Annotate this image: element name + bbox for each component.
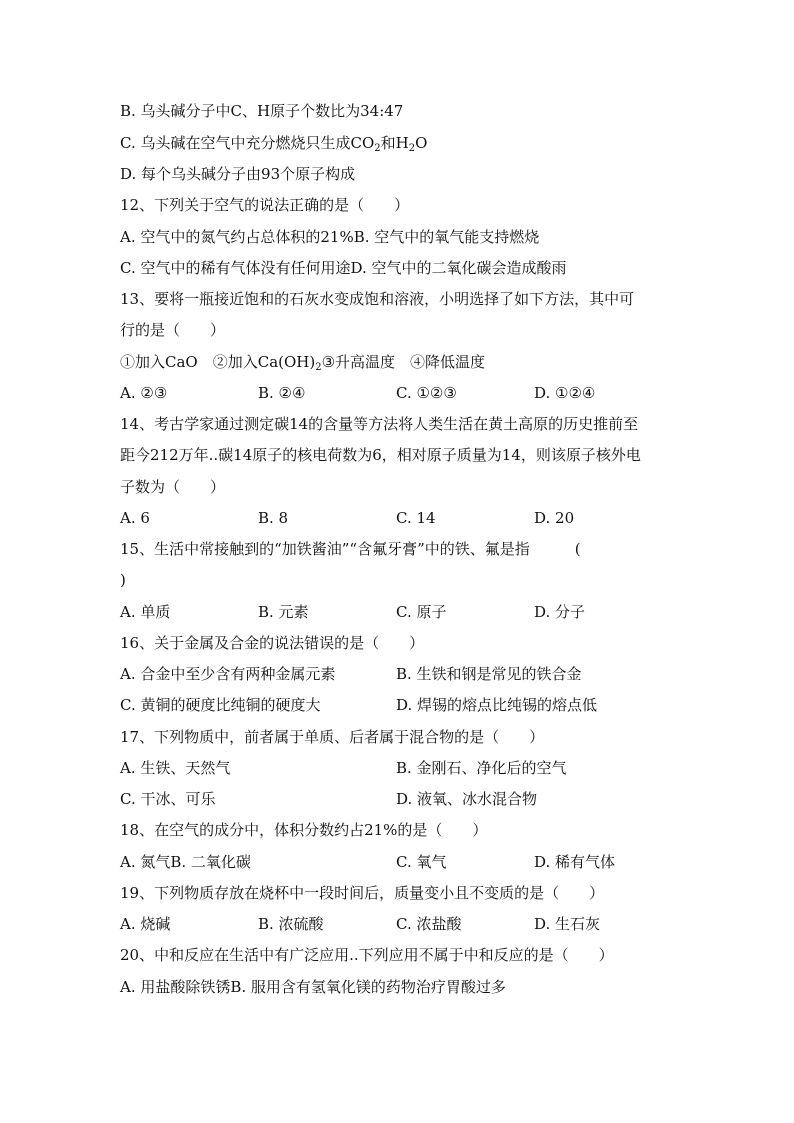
q12-options-line-2: C. 空气中的稀有气体没有任何用途D. 空气中的二氧化碳会造成酸雨	[120, 259, 567, 277]
q17-option-c: C. 干冰、可乐	[120, 790, 216, 808]
q20-options-line-1: A. 用盐酸除铁锈B. 服用含有氢氧化镁的药物治疗胃酸过多	[120, 978, 506, 996]
q12-stem: 12、下列关于空气的说法正确的是（ ）	[120, 196, 410, 214]
q17-stem: 17、下列物质中，前者属于单质、后者属于混合物的是（ ）	[120, 728, 545, 746]
q15-stem-line-2: )	[120, 571, 126, 589]
q11-option-c-text: C. 乌头碱在空气中充分燃烧只生成CO	[120, 134, 375, 152]
q13-methods	[120, 352, 485, 372]
q14-stem-line-2: 距今212万年..碳14原子的核电荷数为6，相对原子质量为14，则该原子核外电	[120, 446, 641, 464]
q13-methods-text-2: ③升高温度 ④降低温度	[321, 353, 486, 371]
q13-stem-line-1: 13、要将一瓶接近饱和的石灰水变成饱和溶液，小明选择了如下方法，其中可	[120, 290, 635, 308]
q19-stem: 19、下列物质存放在烧杯中一段时间后，质量变小且不变质的是（ ）	[120, 884, 605, 902]
q18-option-c: C. 氧气	[396, 853, 447, 871]
q16-option-d: D. 焊锡的熔点比纯锡的熔点低	[396, 696, 598, 714]
q17-option-d: D. 液氧、冰水混合物	[396, 790, 538, 808]
q12-options-line-1: A. 空气中的氮气约占总体积的21%B. 空气中的氧气能支持燃烧	[120, 228, 540, 246]
q14-option-b: B. 8	[258, 509, 289, 527]
q13-option-a: A. ②③	[120, 384, 168, 402]
q17-option-b: B. 金刚石、净化后的空气	[396, 759, 567, 777]
q14-option-d: D. 20	[534, 509, 575, 527]
q15-stem-line-1: 15、生活中常接触到的“加铁酱油”“含氟牙膏”中的铁、氟是指 (	[120, 540, 581, 558]
q16-option-b: B. 生铁和钢是常见的铁合金	[396, 665, 582, 683]
q18-stem: 18、在空气的成分中，体积分数约占21%的是（ ）	[120, 821, 488, 839]
subscript: 2	[315, 362, 322, 373]
q11-option-b: B. 乌头碱分子中C、H原子个数比为34:47	[120, 102, 404, 120]
q16-stem: 16、关于金属及合金的说法错误的是（ ）	[120, 634, 425, 652]
q11-option-c-text-2: 和H	[380, 134, 409, 152]
subscript: 2	[408, 143, 416, 154]
q18-option-d: D. 稀有气体	[534, 853, 616, 871]
q14-stem-line-1: 14、考古学家通过测定碳14的含量等方法将人类生活在黄土高原的历史推前至	[120, 415, 639, 433]
q15-option-b: B. 元素	[258, 603, 309, 621]
q19-option-a: A. 烧碱	[120, 915, 171, 933]
q13-option-c: C. ①②③	[396, 384, 457, 402]
q13-stem-line-2: 行的是（ ）	[120, 321, 226, 339]
q14-stem-line-3: 子数为（ ）	[120, 478, 226, 496]
q11-option-c-text-3: O	[415, 134, 428, 152]
q11-option-d: D. 每个乌头碱分子由93个原子构成	[120, 165, 356, 183]
q15-option-c: C. 原子	[396, 603, 447, 621]
subscript: 2	[374, 143, 381, 154]
q19-option-b: B. 浓硫酸	[258, 915, 324, 933]
q19-option-c: C. 浓盐酸	[396, 915, 462, 933]
q16-option-a: A. 合金中至少含有两种金属元素	[120, 665, 336, 683]
q20-stem: 20、中和反应在生活中有广泛应用..下列应用不属于中和反应的是（ ）	[120, 946, 614, 964]
q15-option-d: D. 分子	[534, 603, 586, 621]
q17-option-a: A. 生铁、天然气	[120, 759, 231, 777]
q18-option-a-b: A. 氮气B. 二氧化碳	[120, 853, 251, 871]
q11-option-c	[120, 133, 427, 153]
q14-option-a: A. 6	[120, 509, 150, 527]
q13-methods-text: ①加入CaO ②加入Ca(OH)	[120, 353, 316, 371]
q14-option-c: C. 14	[396, 509, 436, 527]
q13-option-b: B. ②④	[258, 384, 306, 402]
q16-option-c: C. 黄铜的硬度比纯铜的硬度大	[120, 696, 321, 714]
q13-option-d: D. ①②④	[534, 384, 596, 402]
q15-option-a: A. 单质	[120, 603, 171, 621]
q19-option-d: D. 生石灰	[534, 915, 601, 933]
